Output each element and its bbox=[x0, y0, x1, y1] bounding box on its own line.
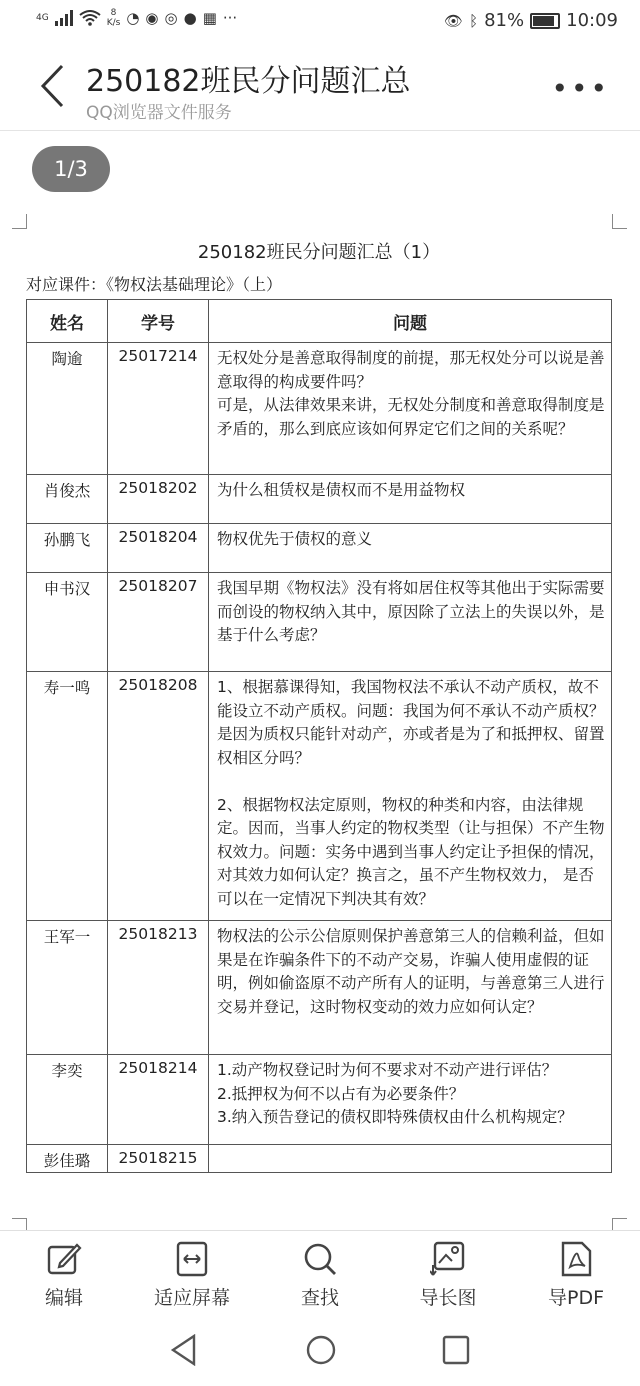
cell-question bbox=[209, 1145, 612, 1173]
cell-id: 25018204 bbox=[108, 524, 209, 573]
nav-home-icon[interactable] bbox=[305, 1334, 337, 1366]
signal-icon bbox=[55, 10, 73, 26]
column-header-name: 姓名 bbox=[27, 300, 108, 343]
cell-question: 物权优先于债权的意义 bbox=[209, 524, 612, 573]
battery-percent: 81% bbox=[484, 10, 525, 31]
wifi-icon bbox=[79, 10, 101, 26]
back-icon[interactable] bbox=[40, 64, 64, 108]
export-long-image-label: 导长图 bbox=[419, 1287, 477, 1309]
find-label: 查找 bbox=[300, 1287, 339, 1309]
page-indicator: 1/3 bbox=[32, 146, 110, 192]
table-row bbox=[27, 1145, 612, 1173]
more-notifications-icon: ··· bbox=[222, 9, 238, 27]
table-row bbox=[27, 573, 612, 672]
table-header-row bbox=[27, 300, 612, 343]
document-page bbox=[26, 238, 612, 1173]
cell-name: 陶逾 bbox=[27, 343, 108, 475]
page-title: 250182班民分问题汇总 bbox=[86, 64, 411, 99]
app-icon: ● bbox=[183, 9, 197, 27]
cell-id: 25017214 bbox=[108, 343, 209, 475]
browser-icon: ◉ bbox=[145, 9, 159, 27]
cell-id: 25018207 bbox=[108, 573, 209, 672]
table-row bbox=[27, 524, 612, 573]
cell-name: 王军一 bbox=[27, 921, 108, 1055]
search-icon bbox=[302, 1241, 338, 1277]
eye-icon: 👁 bbox=[444, 11, 464, 30]
calendar-icon: ▦ bbox=[202, 9, 217, 27]
document-subtitle: 对应课件：《物权法基础理论》（上） bbox=[26, 275, 283, 294]
page-corner-top-left bbox=[12, 214, 27, 229]
cell-name: 彭佳璐 bbox=[27, 1145, 108, 1173]
cell-id: 25018213 bbox=[108, 921, 209, 1055]
edit-label: 编辑 bbox=[44, 1287, 83, 1309]
page-corner-top-right bbox=[612, 214, 627, 229]
cell-id: 25018214 bbox=[108, 1055, 209, 1145]
pdf-icon bbox=[558, 1241, 594, 1277]
export-pdf-button[interactable] bbox=[516, 1241, 636, 1310]
column-header-question: 问题 bbox=[209, 300, 612, 343]
export-pdf-label: 导PDF bbox=[547, 1287, 605, 1309]
find-button[interactable] bbox=[260, 1241, 380, 1310]
cell-question: 无权处分是善意取得制度的前提，那无权处分可以说是善意取得的构成要件吗？ 可是，从法律效果来讲，无权处分制度和善意取得制度是矛盾的，那么到底应该如何界定它们之间的关系呢？ bbox=[209, 343, 612, 475]
cell-question: 物权法的公示公信原则保护善意第三人的信赖利益，但如果是在诈骗条件下的不动产交易，诈骗人使用虚假的证明，例如偷盗原不动产所有人的证明，与善意第三人进行交易并登记，这时物权变动的效力应如何认定？ bbox=[209, 921, 612, 1055]
nav-recents-icon[interactable] bbox=[442, 1334, 470, 1366]
more-options-icon[interactable]: ••• bbox=[551, 72, 610, 105]
battery-icon bbox=[530, 13, 560, 29]
net-speed bbox=[107, 8, 121, 28]
cell-id: 25018215 bbox=[108, 1145, 209, 1173]
status-bar bbox=[0, 0, 640, 44]
table-row bbox=[27, 475, 612, 524]
clock: 10:09 bbox=[566, 10, 618, 31]
cell-question: 1、根据慕课得知，我国物权法不承认不动产质权，故不能设立不动产质权。问题：我国为何不承认不动产质权？是因为质权只能针对动产，亦或者是为了和抵押权、留置权相区分吗？ 2、根据物权法定原则，物权的种类和内容，由法律规定。因而，当事人约定的物权类型（让与担保）不产生物权效力。问题：实务中遇到当事人约定让予担保的情况，对其效力如何认定？换言之，虽不产生物权效力， 是否可以在一定情况下判决其有效？ bbox=[209, 672, 612, 921]
table-row bbox=[27, 1055, 612, 1145]
cell-name: 寿一鸣 bbox=[27, 672, 108, 921]
long-image-icon bbox=[430, 1241, 466, 1277]
table-row bbox=[27, 343, 612, 475]
cell-question: 为什么租赁权是债权而不是用益物权 bbox=[209, 475, 612, 524]
column-header-id: 学号 bbox=[108, 300, 209, 343]
cell-name: 申书汉 bbox=[27, 573, 108, 672]
bottom-toolbar bbox=[0, 1230, 640, 1315]
edit-icon bbox=[46, 1241, 82, 1277]
table-row bbox=[27, 672, 612, 921]
net-speed-unit: K/s bbox=[106, 18, 121, 28]
page-subtitle: QQ浏览器文件服务 bbox=[86, 103, 232, 123]
edit-button[interactable] bbox=[4, 1241, 124, 1310]
system-nav-bar bbox=[0, 1320, 640, 1386]
fit-screen-icon bbox=[174, 1241, 210, 1277]
table-row bbox=[27, 921, 612, 1055]
fit-screen-label: 适应屏幕 bbox=[153, 1287, 230, 1309]
cell-question: 1.动产物权登记时为何不要求对不动产进行评估？ 2.抵押权为何不以占有为必要条件？ 3.纳入预告登记的债权即特殊债权由什么机构规定？ bbox=[209, 1055, 612, 1145]
cell-name: 李奕 bbox=[27, 1055, 108, 1145]
app-header bbox=[0, 44, 640, 131]
cell-name: 肖俊杰 bbox=[27, 475, 108, 524]
questions-table bbox=[26, 299, 612, 1173]
document-title: 250182班民分问题汇总（1） bbox=[197, 242, 441, 263]
cell-id: 25018202 bbox=[108, 475, 209, 524]
net-speed-value: 8 bbox=[110, 8, 117, 18]
cell-name: 孙鹏飞 bbox=[27, 524, 108, 573]
bluetooth-icon: ᛒ bbox=[469, 11, 479, 30]
nav-back-icon[interactable] bbox=[170, 1334, 198, 1366]
cell-id: 25018208 bbox=[108, 672, 209, 921]
wechat-icon: ◎ bbox=[164, 9, 178, 27]
fit-screen-button[interactable] bbox=[132, 1241, 252, 1310]
signal-label: 4G bbox=[36, 13, 49, 23]
export-long-image-button[interactable] bbox=[388, 1241, 508, 1310]
qq-icon: ◔ bbox=[126, 9, 140, 27]
cell-question: 我国早期《物权法》没有将如居住权等其他出于实际需要而创设的物权纳入其中，原因除了立法上的失误以外，是基于什么考虑？ bbox=[209, 573, 612, 672]
